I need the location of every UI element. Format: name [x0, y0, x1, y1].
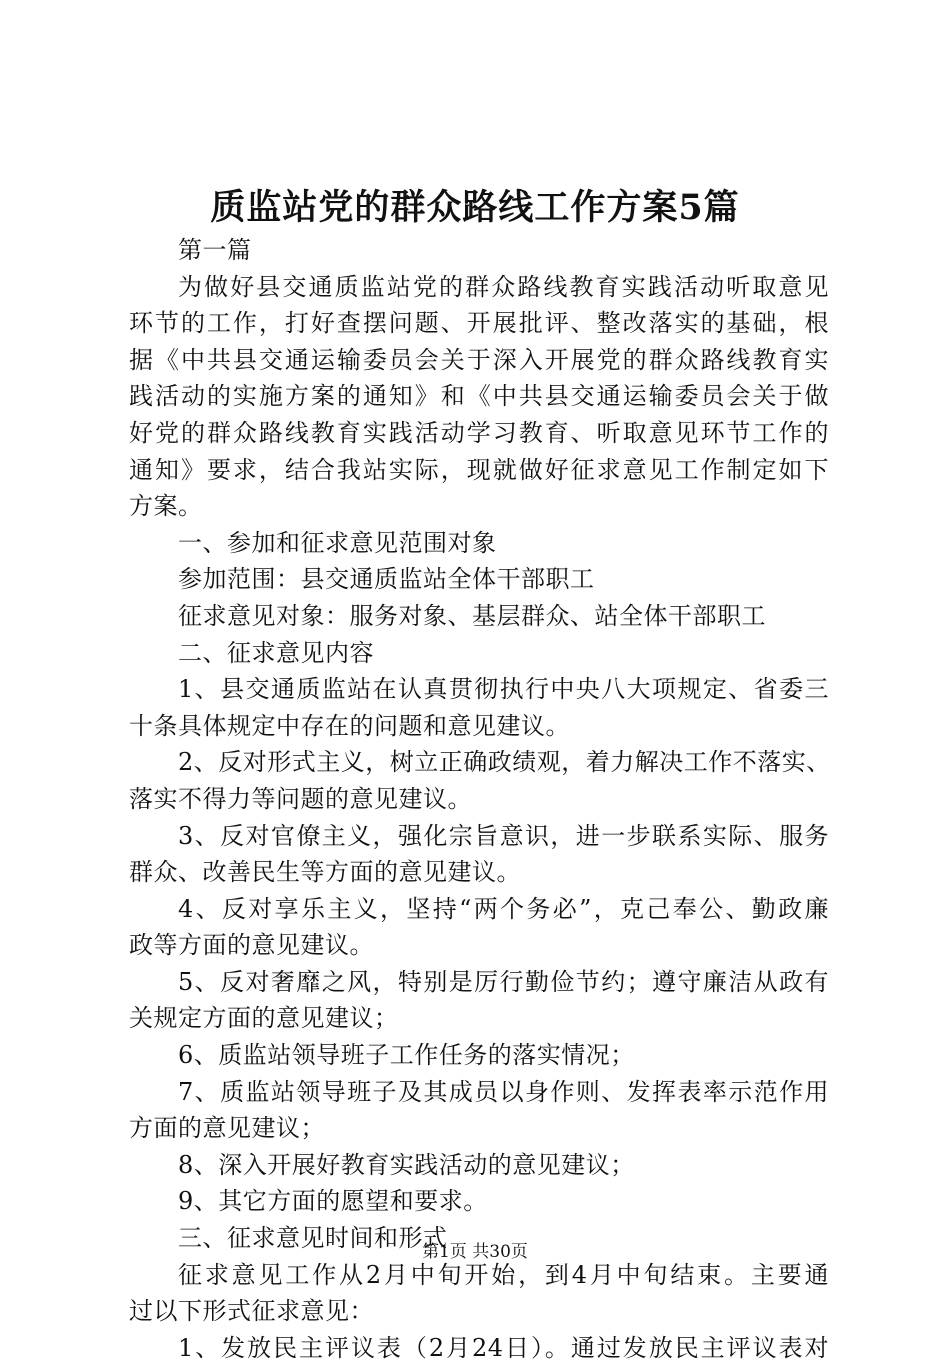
body-line: 第一篇 [178, 236, 252, 264]
body-line: 2、反对形式主义，树立正确政绩观，着力解决工作不落实、 [178, 748, 831, 777]
body-line: 参加范围：县交通质监站全体干部职工 [178, 565, 595, 594]
body-line: 十条具体规定中存在的问题和意见建议。 [129, 711, 570, 740]
body-line: 方面的意见建议； [129, 1114, 325, 1143]
body-line: 5、反对奢靡之风，特别是厉行勤俭节约；遵守廉洁从政有 [178, 967, 829, 996]
body-line: 据《中共县交通运输委员会关于深入开展党的群众路线教育实 [129, 345, 829, 374]
body-line: 过以下形式征求意见： [129, 1297, 374, 1326]
body-line: 好党的群众路线教育实践活动学习教育、听取意见环节工作的 [129, 418, 829, 447]
document-body [129, 232, 829, 1366]
body-line: 1、县交通质监站在认真贯彻执行中央八大项规定、省委三 [178, 675, 829, 704]
body-line: 征求意见工作从2月中旬开始，到4月中旬结束。主要通 [178, 1260, 829, 1289]
body-line: 6、质监站领导班子工作任务的落实情况； [178, 1041, 635, 1070]
body-line: 3、反对官僚主义，强化宗旨意识，进一步联系实际、服务 [178, 821, 829, 850]
body-line: 一、参加和征求意见范围对象 [178, 528, 497, 557]
body-line: 群众、改善民生等方面的意见建议。 [129, 858, 521, 887]
body-line: 8、深入开展好教育实践活动的意见建议； [178, 1150, 635, 1179]
body-line: 三、征求意见时间和形式 [178, 1224, 448, 1253]
body-line: 1、发放民主评议表（2月24日）。通过发放民主评议表对 [178, 1333, 829, 1362]
body-line: 征求意见对象：服务对象、基层群众、站全体干部职工 [178, 601, 766, 630]
body-line: 通知》要求，结合我站实际，现就做好征求意见工作制定如下 [129, 455, 829, 484]
body-line: 为做好县交通质监站党的群众路线教育实践活动听取意见 [178, 272, 829, 301]
body-line: 关规定方面的意见建议； [129, 1004, 399, 1033]
body-line: 二、征求意见内容 [178, 638, 374, 667]
document-title: 质监站党的群众路线工作方案5篇 [210, 187, 740, 228]
body-line: 政等方面的意见建议。 [129, 931, 374, 960]
body-line: 环节的工作，打好查摆问题、开展批评、整改落实的基础，根 [129, 309, 829, 338]
body-line: 方案。 [129, 492, 203, 521]
body-line: 践活动的实施方案的通知》和《中共县交通运输委员会关于做 [129, 382, 829, 411]
body-line: 落实不得力等问题的意见建议。 [129, 784, 472, 813]
page-footer: 第1页 共30页 [422, 1242, 528, 1262]
body-line: 9、其它方面的愿望和要求。 [178, 1187, 488, 1216]
body-line: 4、反对享乐主义，坚持“两个务必”，克己奉公、勤政廉 [178, 894, 829, 923]
body-line: 7、质监站领导班子及其成员以身作则、发挥表率示范作用 [178, 1077, 829, 1106]
